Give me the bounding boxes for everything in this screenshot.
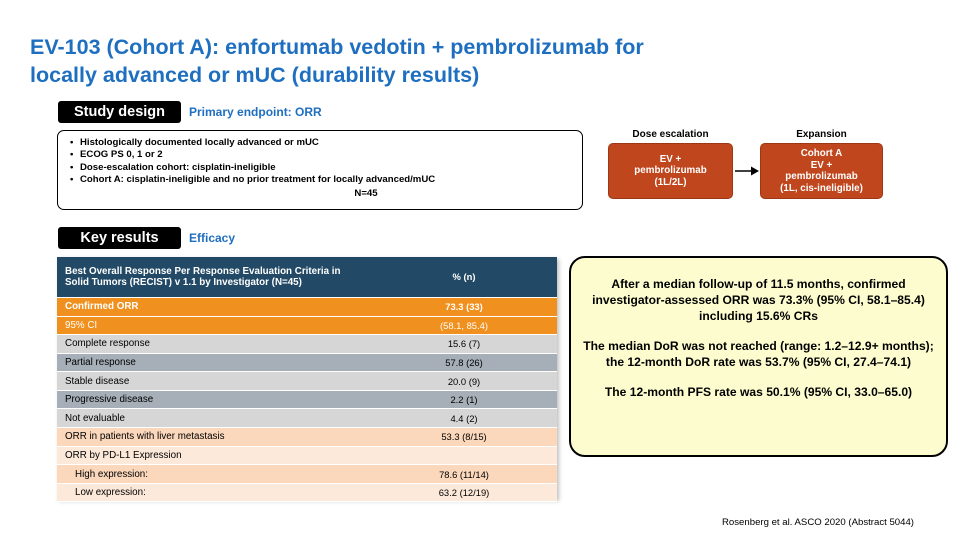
- row-value: [371, 446, 557, 465]
- dose-escalation-line: EV +: [659, 153, 682, 165]
- slide-title-line-2: locally advanced or mUC (durability results): [30, 63, 480, 87]
- slide-title-line-1: EV-103 (Cohort A): enfortumab vedotin + pembrolizumab for: [30, 35, 644, 59]
- row-value: (58.1, 85.4): [371, 316, 557, 335]
- table-row: [57, 297, 557, 316]
- table-row: [57, 316, 557, 335]
- row-value: 57.8 (26): [371, 353, 557, 372]
- row-label: Confirmed ORR: [57, 297, 371, 316]
- table-row: [57, 446, 557, 465]
- expansion-line: (1L, cis-ineligible): [780, 182, 863, 194]
- expansion-line: Cohort A: [800, 148, 843, 159]
- criteria-item: • Dose-escalation cohort: cisplatin-ineligible: [70, 162, 572, 174]
- citation: Rosenberg et al. ASCO 2020 (Abstract 5044): [722, 517, 914, 528]
- study-design-pill: Study design: [58, 101, 181, 123]
- expansion-label: Expansion: [796, 129, 847, 140]
- row-value: 63.2 (12/19): [371, 483, 557, 502]
- row-label: 95% CI: [57, 316, 371, 335]
- slide-title: [30, 33, 790, 89]
- primary-endpoint-label: Primary endpoint: ORR: [189, 105, 322, 119]
- row-value: 53.3 (8/15): [371, 428, 557, 447]
- row-label: ORR in patients with liver metastasis: [57, 428, 371, 447]
- expansion-line: pembrolizumab: [785, 171, 858, 182]
- key-results-pill: Key results: [58, 227, 181, 249]
- summary-paragraph: After a median follow-up of 11.5 months, confirmed investigator-assessed ORR was 73.3% (95% CI, 58.1–85.4) including 15.6% CRs: [592, 277, 925, 323]
- expansion-line: EV +: [810, 159, 833, 171]
- dose-escalation-line: pembrolizumab: [634, 165, 707, 177]
- row-label: Not evaluable: [57, 409, 371, 428]
- table-row: [57, 372, 557, 391]
- study-design-box: [57, 130, 583, 210]
- efficacy-label: Efficacy: [189, 231, 236, 245]
- table-row: [57, 390, 557, 409]
- row-value: 78.6 (11/14): [371, 465, 557, 484]
- row-label: Low expression:: [57, 483, 371, 502]
- response-table: [57, 257, 557, 499]
- table-header-value: % (n): [371, 257, 557, 297]
- row-value: 4.4 (2): [371, 409, 557, 428]
- row-label: Progressive disease: [57, 390, 371, 409]
- summary-paragraph: The 12-month PFS rate was 50.1% (95% CI, 33.0–65.0): [604, 385, 913, 399]
- row-value: 20.0 (9): [371, 372, 557, 391]
- inclusion-criteria-list: [70, 137, 572, 187]
- table-row: [57, 409, 557, 428]
- row-label: Stable disease: [57, 372, 371, 391]
- dose-escalation-box: [608, 143, 733, 199]
- row-label: Partial response: [57, 353, 371, 372]
- row-label: High expression:: [57, 465, 371, 484]
- table-row: [57, 465, 557, 484]
- dose-escalation-line: (1L/2L): [654, 176, 687, 188]
- expansion-box: [760, 143, 883, 199]
- dose-escalation-label: Dose escalation: [632, 129, 709, 140]
- summary-callout: [569, 256, 948, 457]
- table-header-row: [57, 257, 557, 297]
- table-header-label: Best Overall Response Per Response Evaluation Criteria in Solid Tumors (RECIST) v 1.1 by Investigator (N=45): [57, 257, 371, 297]
- row-value: 15.6 (7): [371, 335, 557, 354]
- row-label: ORR by PD-L1 Expression: [57, 446, 371, 465]
- criteria-item: • Histologically documented locally advanced or mUC: [70, 137, 572, 149]
- summary-paragraph: The median DoR was not reached (range: 1.2–12.9+ months); the 12-month DoR rate was 53.7% (95% CI, 27.4–74.1): [583, 339, 934, 369]
- criteria-item: • Cohort A: cisplatin-ineligible and no prior treatment for locally advanced/mUC: [70, 174, 572, 186]
- row-value: 2.2 (1): [371, 390, 557, 409]
- table-row: [57, 483, 557, 502]
- row-label: Complete response: [57, 335, 371, 354]
- sample-size-label: N=45: [354, 187, 378, 199]
- criteria-item: • ECOG PS 0, 1 or 2: [70, 149, 572, 161]
- row-value: 73.3 (33): [371, 297, 557, 316]
- table-row: [57, 353, 557, 372]
- table-row: [57, 428, 557, 447]
- table-row: [57, 335, 557, 354]
- phase-arrow-icon: [733, 164, 761, 178]
